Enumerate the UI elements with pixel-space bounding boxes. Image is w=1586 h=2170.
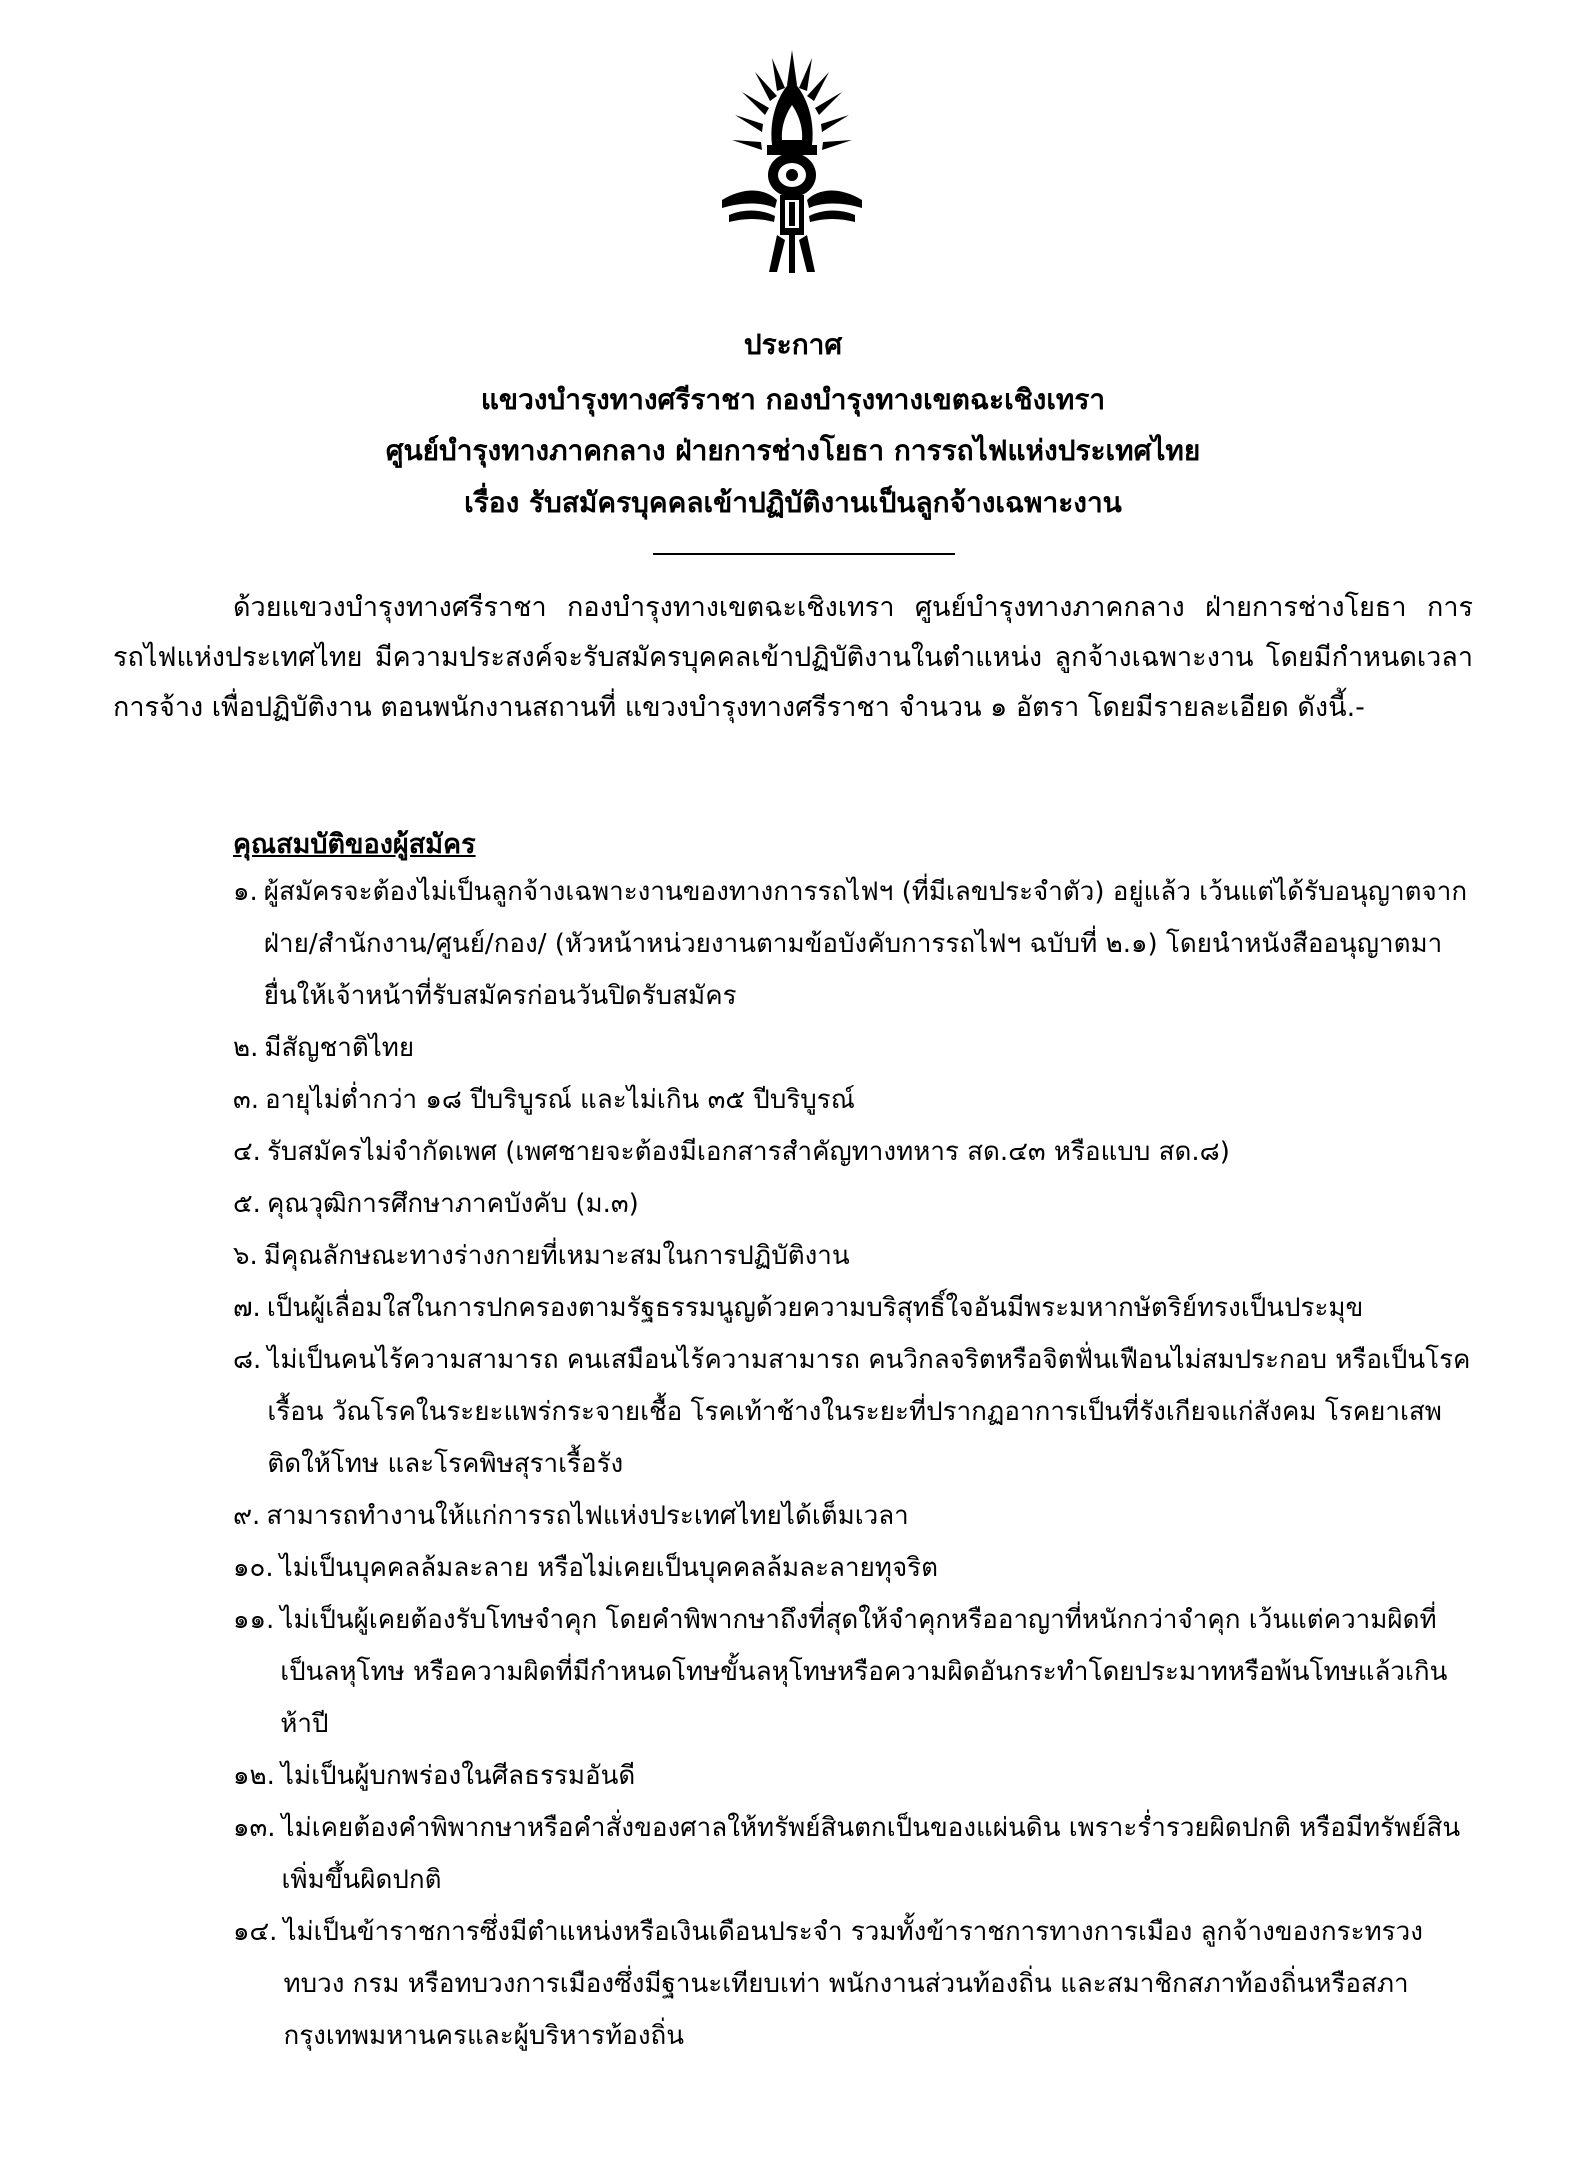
- list-item: [233, 1126, 1473, 1178]
- department-name: ศูนย์บำรุงทางภาคกลาง ฝ่ายการช่างโยธา การรถไฟแห่งประเทศไทย: [385, 434, 1201, 467]
- list-item: [233, 866, 1473, 1022]
- list-item: [233, 1594, 1473, 1750]
- item-number: ๕.: [233, 1189, 261, 1219]
- item-number: ๑๓.: [233, 1813, 276, 1843]
- item-text: คุณวุฒิการศึกษาภาคบังคับ (ม.๓): [266, 1189, 639, 1219]
- item-number: ๑.: [233, 877, 258, 907]
- srt-emblem-icon: [717, 50, 867, 275]
- item-number: ๑๔.: [233, 1917, 278, 1947]
- item-text: ไม่เคยต้องคำพิพากษาหรือคำสั่งของศาลให้ทรัพย์สินตกเป็นของแผ่นดิน เพราะร่ำรวยผิดปกติ หรือมีทรัพย์สินเพิ่มขึ้นผิดปกติ: [281, 1813, 1461, 1895]
- item-text: มีสัญชาติไทย: [264, 1033, 415, 1063]
- item-text: ไม่เป็นผู้บกพร่องในศีลธรรมอันดี: [280, 1761, 636, 1791]
- list-item: [233, 1074, 1473, 1126]
- item-number: ๔.: [233, 1137, 261, 1167]
- item-text: อายุไม่ต่ำกว่า ๑๘ ปีบริบูรณ์ และไม่เกิน ๓๕ ปีบริบูรณ์: [265, 1085, 855, 1115]
- item-text: ผู้สมัครจะต้องไม่เป็นลูกจ้างเฉพาะงานของทางการรถไฟฯ (ที่มีเลขประจำตัว) อยู่แล้ว เว้นแต่ได้รับอนุญาตจากฝ่าย/สำนักงาน/ศูนย์/กอง/ (หัวหน้าหน่วยงานตามข้อบังคับการรถไฟฯ ฉบับที่ ๒.๑) โดยนำหนังสืออนุญาตมายื่นให้เจ้าหน้าที่รับสมัครก่อนวันปิดรับสมัคร: [263, 877, 1468, 1011]
- list-item: [233, 1750, 1473, 1802]
- list-item: [233, 1178, 1473, 1230]
- intro-paragraph: ด้วยแขวงบำรุงทางศรีราชา กองบำรุงทางเขตฉะเชิงเทรา ศูนย์บำรุงทางภาคกลาง ฝ่ายการช่างโยธา การรถไฟแห่งประเทศไทย มีความประสงค์จะรับสมัครบุคคลเข้าปฏิบัติงานในตำแหน่ง ลูกจ้างเฉพาะงาน โดยมีกำหนดเวลาการจ้าง เพื่อปฏิบัติงาน ตอนพนักงานสถานที่ แขวงบำรุงทางศรีราชา จำนวน ๑ อัตรา โดยมีรายละเอียด ดังนี้.-: [113, 592, 1473, 723]
- item-text: เป็นผู้เลื่อมใสในการปกครองตามรัฐธรรมนูญด้วยความบริสุทธิ์ใจอันมีพระมหากษัตริย์ทรงเป็นประมุข: [266, 1293, 1364, 1323]
- divider: [653, 553, 955, 555]
- item-text: ไม่เป็นบุคคลล้มละลาย หรือไม่เคยเป็นบุคคลล้มละลายทุจริต: [279, 1553, 939, 1583]
- item-number: ๖.: [233, 1241, 258, 1271]
- item-number: ๑๐.: [233, 1553, 274, 1583]
- office-name: แขวงบำรุงทางศรีราชา กองบำรุงทางเขตฉะเชิงเทรา: [480, 383, 1106, 416]
- item-text: ไม่เป็นข้าราชการซึ่งมีตำแหน่งหรือเงินเดือนประจำ รวมทั้งข้าราชการทางการเมือง ลูกจ้างของกระทรวง ทบวง กรม หรือทบวงการเมืองซึ่งมีฐานะเทียบเท่า พนักงานส่วนท้องถิ่น และสมาชิกสภาท้องถิ่นหรือสภากรุงเทพมหานครและผู้บริหารท้องถิ่น: [283, 1917, 1423, 2051]
- list-item: [233, 1230, 1473, 1282]
- item-number: ๑๒.: [233, 1761, 275, 1791]
- list-item: [233, 1334, 1473, 1490]
- item-number: ๗.: [233, 1293, 261, 1323]
- list-item: [233, 1282, 1473, 1334]
- list-item: [233, 1490, 1473, 1542]
- announcement-title: ประกาศ: [743, 328, 843, 361]
- item-text: สามารถทำงานให้แก่การรถไฟแห่งประเทศไทยได้เต็มเวลา: [266, 1501, 909, 1531]
- item-text: ไม่เป็นคนไร้ความสามารถ คนเสมือนไร้ความสามารถ คนวิกลจริตหรือจิตฟั่นเฟือนไม่สมประกอบ หรือเป็นโรคเรื้อน วัณโรคในระยะแพร่กระจายเชื้อ โรคเท้าช้างในระยะที่ปรากฏอาการเป็นที่รังเกียจแก่สังคม โรคยาเสพติดให้โทษ และโรคพิษสุราเรื้อรัง: [267, 1345, 1471, 1479]
- qualification-list: [233, 866, 1473, 2062]
- subject-line: เรื่อง รับสมัครบุคคลเข้าปฏิบัติงานเป็นลูกจ้างเฉพาะงาน: [464, 486, 1122, 519]
- item-number: ๑๑.: [233, 1605, 275, 1635]
- item-text: ไม่เป็นผู้เคยต้องรับโทษจำคุก โดยคำพิพากษาถึงที่สุดให้จำคุกหรืออาญาที่หนักกว่าจำคุก เว้นแต่ความผิดที่เป็นลหุโทษ หรือความผิดที่มีกำหนดโทษขั้นลหุโทษหรือความผิดอันกระทำโดยประมาทหรือพ้นโทษแล้วเกินห้าปี: [280, 1605, 1448, 1739]
- item-number: ๘.: [233, 1345, 262, 1375]
- list-item: [233, 1802, 1473, 1906]
- list-item: [233, 1022, 1473, 1074]
- list-item: [233, 1906, 1473, 2062]
- list-item: [233, 1542, 1473, 1594]
- section-title: คุณสมบัติของผู้สมัคร: [233, 829, 476, 860]
- item-text: รับสมัครไม่จำกัดเพศ (เพศชายจะต้องมีเอกสารสำคัญทางทหาร สด.๔๓ หรือแบบ สด.๘): [266, 1137, 1230, 1167]
- item-number: ๒.: [233, 1033, 259, 1063]
- item-text: มีคุณลักษณะทางร่างกายที่เหมาะสมในการปฏิบัติงาน: [263, 1241, 850, 1271]
- item-number: ๙.: [233, 1501, 261, 1531]
- item-number: ๓.: [233, 1085, 260, 1115]
